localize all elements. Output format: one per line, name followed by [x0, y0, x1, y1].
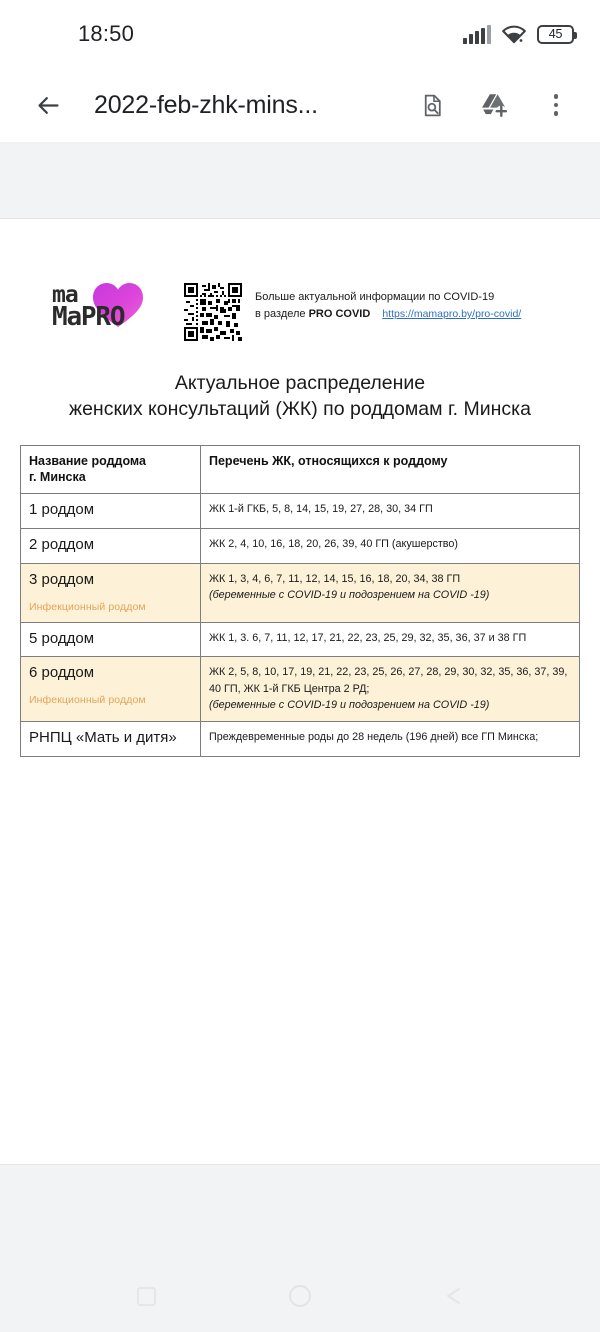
drive-add-icon [480, 92, 508, 118]
toolbar-actions [408, 81, 580, 129]
qr-caption [255, 283, 521, 323]
maternity-hospital-table [20, 445, 580, 757]
qr-caption-line-2 [255, 306, 521, 323]
clinic-list: ЖК 2, 4, 10, 16, 18, 20, 26, 39, 40 ГП (акушерство) [209, 538, 459, 551]
status-time: 18:50 [78, 21, 135, 46]
column-header-hospital [21, 445, 201, 494]
more-vertical-icon [554, 94, 559, 116]
column-header-clinics: Перечень ЖК, относящихся к роддому [201, 445, 580, 494]
qr-caption-bold: PRO COVID [308, 308, 371, 321]
qr-code-icon [184, 283, 242, 341]
column-header-hospital-line-1: Название роддома [29, 453, 146, 468]
mamapro-logo [52, 279, 144, 333]
table-row [21, 622, 580, 657]
home-circle-icon [289, 1285, 311, 1307]
column-header-hospital-line-2: г. Минска [29, 470, 86, 485]
android-navigation-bar [0, 1260, 600, 1332]
table-row [21, 563, 580, 622]
clinic-note: (беременные с COVID-19 и подозрением на COVID -19) [209, 589, 490, 602]
more-options-button[interactable] [532, 81, 580, 129]
qr-caption-line-1: Больше актуальной информации по COVID-19 [255, 291, 495, 303]
document-title-line-2: женских консультаций (ЖК) по роддомам г. Минска [69, 397, 531, 420]
home-button[interactable] [278, 1274, 322, 1318]
clinic-list-cell [201, 494, 580, 529]
logo-line-2: MaPRO [52, 302, 125, 333]
recents-square-icon [137, 1287, 156, 1306]
battery-icon [537, 25, 574, 44]
logo-wordmark [52, 282, 144, 333]
hospital-name: 5 роддом [29, 629, 95, 647]
battery-level: 45 [548, 26, 563, 41]
save-to-drive-button[interactable] [470, 81, 518, 129]
logo-line-1: ma [52, 282, 78, 308]
clinic-list: ЖК 1, 3, 4, 6, 7, 11, 12, 14, 15, 16, 18, 20, 34, 38 ГП [209, 572, 461, 585]
table-row [21, 494, 580, 529]
find-in-document-button[interactable] [408, 81, 456, 129]
clinic-list-cell [201, 622, 580, 657]
document-page [0, 219, 600, 1164]
hospital-name: 2 роддом [29, 536, 95, 554]
hospital-name-cell [21, 622, 201, 657]
qr-info-block [184, 279, 521, 341]
clinic-list-cell [201, 563, 580, 622]
table-body [21, 494, 580, 756]
hospital-name-cell [21, 722, 201, 757]
hospital-name-cell [21, 529, 201, 564]
clinic-list: ЖК 1-й ГКБ, 5, 8, 14, 15, 19, 27, 28, 30, 34 ГП [209, 503, 433, 516]
hospital-name-cell [21, 494, 201, 529]
document-search-icon [420, 93, 445, 118]
document-viewer[interactable] [0, 142, 600, 1260]
clinic-list-cell [201, 529, 580, 564]
nav-back-icon [442, 1285, 464, 1307]
page-title: 2022-feb-zhk-mins... [94, 90, 318, 119]
clinic-list: ЖК 2, 5, 8, 10, 17, 19, 21, 22, 23, 25, 26, 27, 28, 29, 30, 32, 35, 36, 37, 39, 40 ГП, ЖК 1-й ГКБ Центра 2 РД; [209, 666, 568, 695]
clinic-list-cell [201, 722, 580, 757]
signal-bars-icon [463, 25, 491, 44]
wifi-icon [502, 25, 526, 44]
recents-button[interactable] [125, 1274, 169, 1318]
viewer-top-gap [0, 142, 600, 219]
hospital-name-cell [21, 657, 201, 722]
document-header [0, 279, 600, 341]
clinic-list: Преждевременные роды до 28 недель (196 дней) все ГП Минска; [209, 731, 539, 744]
table-row [21, 657, 580, 722]
table-header-row [21, 445, 580, 494]
table-container [0, 445, 600, 757]
back-button[interactable] [24, 81, 72, 129]
hospital-name-cell [21, 563, 201, 622]
status-bar [0, 0, 600, 68]
table-row [21, 722, 580, 757]
clinic-note: (беременные с COVID-19 и подозрением на COVID -19) [209, 698, 490, 711]
system-back-button[interactable] [431, 1274, 475, 1318]
infectious-hospital-label: Инфекционный роддом [29, 694, 146, 707]
infectious-hospital-label: Инфекционный роддом [29, 600, 146, 613]
clinic-list-cell [201, 657, 580, 722]
clinic-list: ЖК 1, 3. 6, 7, 11, 12, 17, 21, 22, 23, 25, 29, 32, 35, 36, 37 и 38 ГП [209, 631, 527, 644]
hospital-name: 3 роддом [29, 570, 95, 588]
hospital-name: 1 роддом [29, 501, 95, 519]
hospital-name: РНПЦ «Мать и дитя» [29, 729, 177, 747]
hospital-name: 6 роддом [29, 664, 95, 682]
document-title-block [0, 371, 600, 423]
qr-caption-prefix: в разделе [255, 308, 309, 321]
status-indicators [463, 25, 574, 44]
document-toolbar [0, 68, 600, 142]
back-arrow-icon [35, 92, 62, 119]
pro-covid-link[interactable]: https://mamapro.by/pro-covid/ [382, 308, 522, 321]
document-title-line-1: Актуальное распределение [174, 372, 426, 394]
table-row [21, 529, 580, 564]
